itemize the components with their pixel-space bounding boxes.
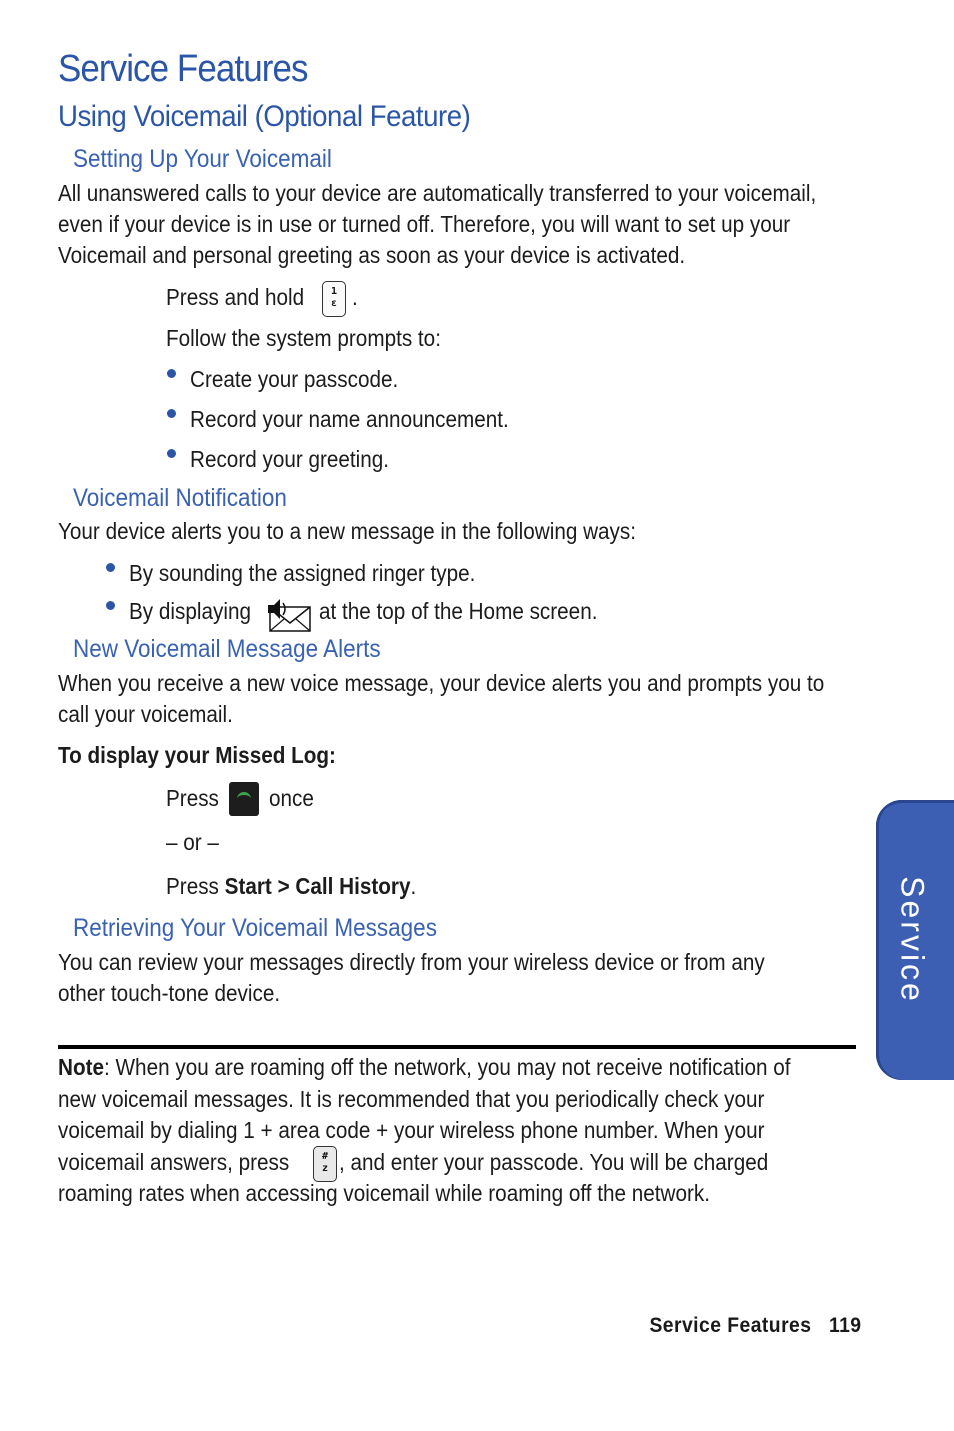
notification-bullet-2-post: at the top of the Home screen. (319, 598, 598, 624)
page-subtitle: Using Voicemail (Optional Feature) (58, 100, 471, 133)
section-heading-notification: Voicemail Notification (73, 484, 287, 512)
bullet-icon (106, 563, 115, 572)
press-text: Press (166, 873, 219, 899)
setup-paragraph-line1: All unanswered calls to your device are automatically transferred to your voicemail, (58, 180, 817, 206)
alerts-paragraph-line1: When you receive a new voice message, your device alerts you and prompts you to (58, 670, 825, 696)
menu-separator: > (277, 873, 290, 899)
note-line-5: roaming rates when accessing voicemail while roaming off the network. (58, 1180, 710, 1206)
note-divider (58, 1045, 856, 1049)
page-number: 119 (829, 1314, 862, 1337)
setup-bullet-3: Record your greeting. (190, 446, 390, 472)
setup-paragraph-line2: even if your device is in use or turned off. Therefore, you will want to set up your (58, 211, 791, 237)
setup-bullet-2: Record your name announcement. (190, 406, 509, 432)
press-start-line (166, 871, 416, 902)
setup-bullet-1: Create your passcode. (190, 366, 399, 392)
bullet-icon (167, 369, 176, 378)
section-heading-alerts: New Voicemail Message Alerts (73, 635, 381, 663)
press-and-hold-text: Press and hold (166, 284, 305, 310)
side-tab-label: Service (894, 876, 931, 1004)
key-pound-icon: # z (313, 1146, 337, 1182)
note-line-4-pre: voicemail answers, press (58, 1149, 290, 1175)
voicemail-envelope-icon (266, 597, 312, 633)
missed-log-heading: To display your Missed Log: (58, 742, 336, 768)
or-separator: – or – (166, 829, 219, 855)
setup-paragraph-line3: Voicemail and personal greeting as soon as your device is activated. (58, 242, 686, 268)
retrieving-paragraph-line2: other touch-tone device. (58, 980, 281, 1006)
note-line-3: voicemail by dialing 1 + area code + your wireless phone number. When your (58, 1117, 765, 1143)
note-label: Note (58, 1054, 105, 1080)
follow-prompts-text: Follow the system prompts to: (166, 325, 441, 351)
section-heading-setup: Setting Up Your Voicemail (73, 145, 332, 173)
period: . (410, 873, 417, 899)
note-line-2: new voicemail messages. It is recommended that you periodically check your (58, 1086, 765, 1112)
send-key-icon (229, 782, 259, 816)
footer-section: Service Features (649, 1314, 812, 1337)
key-1-icon: 1 ε (322, 281, 346, 317)
notification-intro: Your device alerts you to a new message in the following ways: (58, 518, 637, 544)
alerts-paragraph-line2: call your voicemail. (58, 701, 233, 727)
note-line-4-post: , and enter your passcode. You will be charged (339, 1149, 769, 1175)
page-footer (650, 1314, 862, 1338)
call-history-label: Call History (295, 873, 411, 899)
retrieving-paragraph-line1: You can review your messages directly from your wireless device or from any (58, 949, 765, 975)
page-title: Service Features (58, 48, 308, 90)
once-text: once (269, 785, 314, 811)
bullet-icon (106, 601, 115, 610)
bullet-icon (167, 409, 176, 418)
bullet-icon (167, 449, 176, 458)
press-text: Press (166, 785, 219, 811)
start-menu-label: Start (224, 873, 272, 899)
notification-bullet-1: By sounding the assigned ringer type. (129, 560, 476, 586)
section-heading-retrieving: Retrieving Your Voicemail Messages (73, 914, 437, 942)
note-line-1: Note: When you are roaming off the network, you may not receive notification of (58, 1054, 791, 1080)
period: . (352, 284, 358, 310)
notification-bullet-2-pre: By displaying (129, 598, 251, 624)
